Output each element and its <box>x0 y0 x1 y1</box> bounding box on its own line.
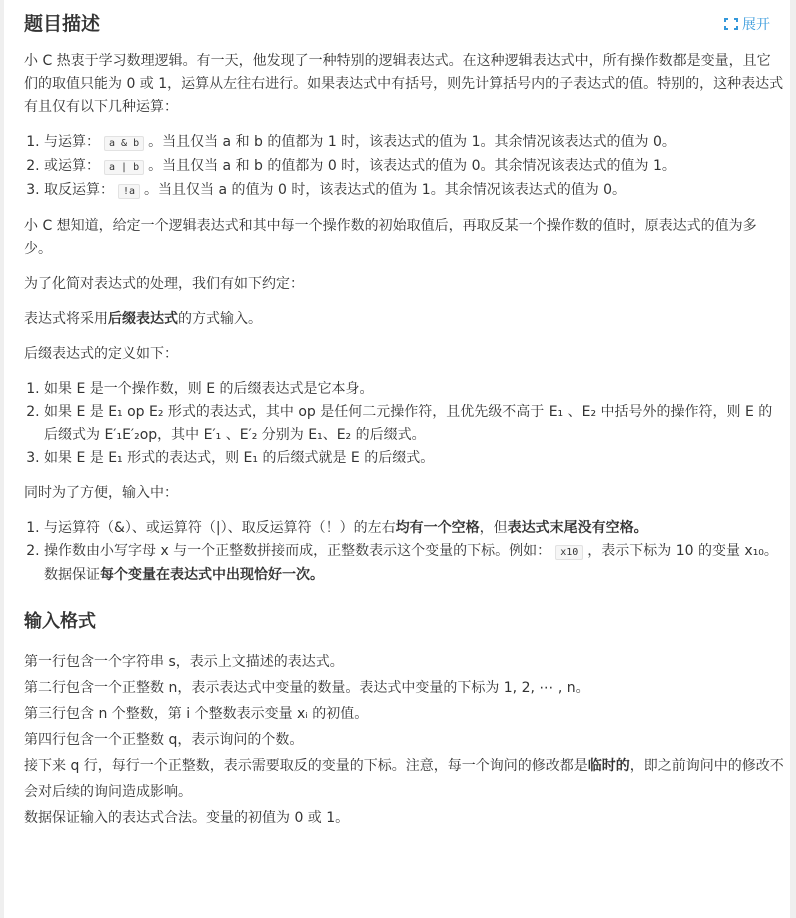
operations-list <box>24 131 784 203</box>
input-format-body <box>24 649 784 831</box>
input-line: 第四行包含一个正整数 q，表示询问的个数。 <box>24 732 304 748</box>
input-line: 数据保证输入的表达式合法。变量的初值为 0 或 1。 <box>24 810 350 826</box>
expand-icon <box>724 18 738 30</box>
op-item-not: 3. 取反运算： !a 。当且仅当 a 的值为 0 时，该表达式的值为 1。其余情况该表达式的值为 0。 <box>44 179 784 203</box>
code-not: !a <box>118 184 140 199</box>
definition-item: 2. 如果 E 是 E₁ op E₂ 形式的表达式，其中 op 是任何二元操作符，且优先级不高于 E₁ 、E₂ 中括号外的操作符，则 E 的后缀式为 E′₁E′₂op，其中 E′₁ 、E′₂ 分别为 E₁、E₂ 的后缀式。 <box>44 401 784 447</box>
simplify-paragraph: 为了化简对表达式的处理，我们有如下约定： <box>24 276 304 292</box>
question-paragraph: 小 C 想知道，给定一个逻辑表达式和其中每一个操作数的初始取值后，再取反某一个操作数的值时，原表达式的值为多少。 <box>24 218 757 257</box>
rule-item: 1. 与运算符（&）、或运算符（|）、取反运算符（！）的左右均有一个空格，但表达式末尾没有空格。 <box>44 517 784 540</box>
input-format-title: 输入格式 <box>24 611 96 632</box>
code-x10: x10 <box>555 545 583 560</box>
section-title: 题目描述 <box>24 13 101 35</box>
code-or: a | b <box>104 160 144 175</box>
op-item-and: 1. 与运算： a & b 。当且仅当 a 和 b 的值都为 1 时，该表达式的值为 1。其余情况该表达式的值为 0。 <box>44 131 784 155</box>
code-and: a & b <box>104 136 144 151</box>
section-header <box>24 10 770 40</box>
rules-list <box>24 517 784 587</box>
op-item-or: 2. 或运算： a | b 。当且仅当 a 和 b 的值都为 0 时，该表达式的值为 0。其余情况该表达式的值为 1。 <box>44 155 784 179</box>
postfix-paragraph: 表达式将采用后缀表达式的方式输入。 <box>24 311 262 327</box>
convenience-paragraph: 同时为了方便，输入中： <box>24 485 178 501</box>
definition-item: 3. 如果 E 是 E₁ 形式的表达式，则 E₁ 的后缀式就是 E 的后缀式。 <box>44 447 784 470</box>
input-line: 接下来 q 行，每行一个正整数，表示需要取反的变量的下标。注意，每一个询问的修改都是临时的，即之前询问中的修改不会对后续的询问造成影响。 <box>24 758 784 800</box>
problem-card <box>4 0 790 918</box>
definition-item: 1. 如果 E 是一个操作数，则 E 的后缀表达式是它本身。 <box>44 378 784 401</box>
intro-paragraph: 小 C 热衷于学习数理逻辑。有一天，他发现了一种特别的逻辑表达式。在这种逻辑表达式中，所有操作数都是变量，且它们的取值只能为 0 或 1，运算从左往右进行。如果表达式中有括号，则先计算括号内的子表达式的值。特别的，这种表达式有且仅有以下几种运算： <box>24 53 784 115</box>
definitions-list <box>24 378 784 470</box>
input-line: 第三行包含 n 个整数，第 i 个整数表示变量 xᵢ 的初值。 <box>24 706 369 722</box>
definition-title: 后缀表达式的定义如下： <box>24 346 178 362</box>
expand-button[interactable] <box>724 14 770 34</box>
input-line: 第二行包含一个正整数 n，表示表达式中变量的数量。表达式中变量的下标为 1, 2, ⋯ , n。 <box>24 680 590 696</box>
problem-content <box>24 50 784 831</box>
expand-label: 展开 <box>742 17 770 33</box>
rule-item: 2. 操作数由小写字母 x 与一个正整数拼接而成，正整数表示这个变量的下标。例如： x10 ，表示下标为 10 的变量 x₁₀。数据保证每个变量在表达式中出现恰好一次。 <box>44 540 784 587</box>
input-line: 第一行包含一个字符串 s，表示上文描述的表达式。 <box>24 654 344 670</box>
